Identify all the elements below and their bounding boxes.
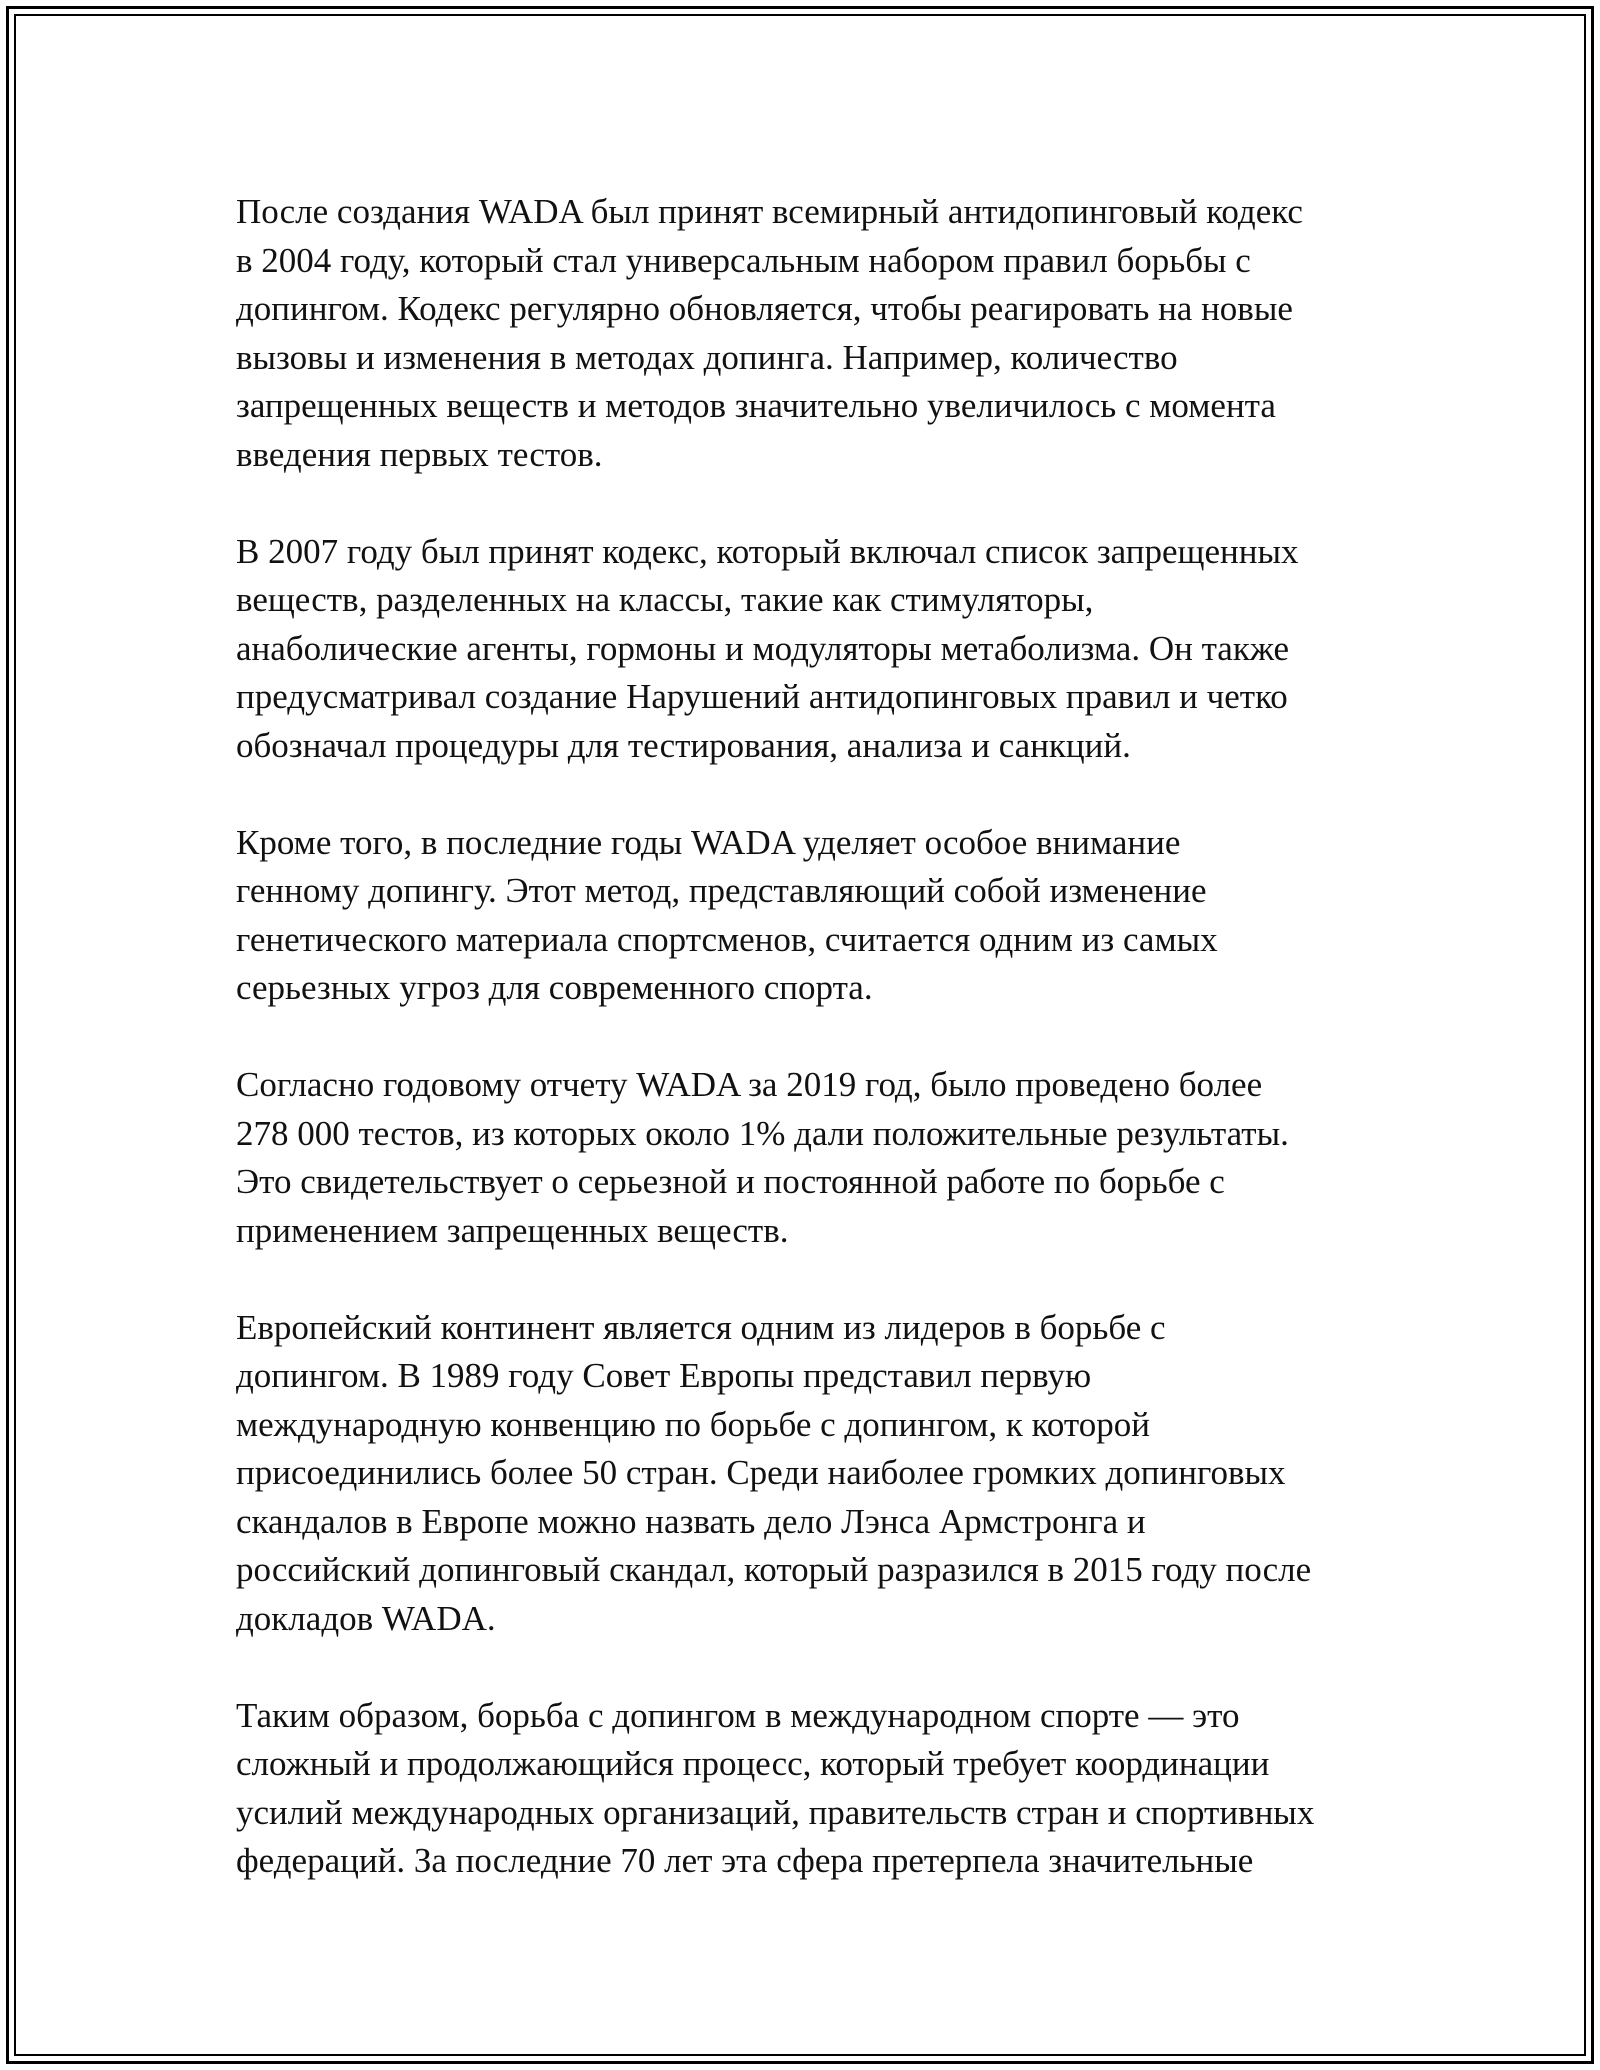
paragraph-wada-code	[236, 188, 1386, 479]
text-line: Таким образом, борьба с допингом в международном спорте — это	[236, 1695, 1240, 1735]
text-line: анаболические агенты, гормоны и модуляторы метаболизма. Он также	[236, 628, 1290, 668]
text-line: присоединились более 50 стран. Среди наиболее громких допинговых	[236, 1453, 1286, 1492]
text-line: федераций. За последние 70 лет эта сфера претерпела значительные	[236, 1841, 1254, 1880]
text-line: введения первых тестов.	[236, 434, 603, 474]
text-line: В 2007 году был принят кодекс, который включал список запрещенных	[236, 531, 1299, 571]
text-line: докладов WADA.	[236, 1598, 496, 1638]
text-line: допингом. Кодекс регулярно обновляется, чтобы реагировать на новые	[236, 289, 1293, 328]
text-line: Кроме того, в последние годы WADA уделяет особое внимание	[236, 822, 1181, 862]
text-line: предусматривал создание Нарушений антидопинговых правил и четко	[236, 677, 1288, 716]
text-line: допингом. В 1989 году Совет Европы представил первую	[236, 1356, 1092, 1395]
text-line: Это свидетельствует о серьезной и постоянной работе по борьбе с	[236, 1162, 1225, 1201]
paragraph-2019-report	[236, 1061, 1386, 1255]
paragraph-2007-code	[236, 528, 1386, 771]
text-line: в 2004 году, который стал универсальным набором правил борьбы с	[236, 240, 1251, 280]
text-line: международную конвенцию по борьбе с допингом, к которой	[236, 1404, 1150, 1444]
text-line: генетического материала спортсменов, считается одним из самых	[236, 919, 1218, 959]
document-body	[236, 188, 1386, 1934]
text-line: генному допингу. Этот метод, представляющий собой изменение	[236, 871, 1207, 910]
text-line: вызовы и изменения в методах допинга. Например, количество	[236, 337, 1178, 377]
text-line: После создания WADA был принят всемирный антидопинговый кодекс	[236, 192, 1303, 231]
text-line: Согласно годовому отчету WADA за 2019 год, было проведено более	[236, 1065, 1263, 1104]
text-line: серьезных угроз для современного спорта.	[236, 968, 873, 1007]
paragraph-europe	[236, 1304, 1386, 1644]
text-line: 278 000 тестов, из которых около 1% дали положительные результаты.	[236, 1113, 1289, 1153]
text-line: российский допинговый скандал, который разразился в 2015 году после	[236, 1550, 1312, 1589]
text-line: скандалов в Европе можно назвать дело Лэнса Армстронга и	[236, 1501, 1146, 1541]
text-line: запрещенных веществ и методов значительно увеличилось с момента	[236, 386, 1276, 425]
paragraph-conclusion	[236, 1692, 1386, 1886]
text-line: усилий международных организаций, правительств стран и спортивных	[236, 1792, 1315, 1832]
text-line: обозначал процедуры для тестирования, анализа и санкций.	[236, 725, 1131, 765]
text-line: сложный и продолжающийся процесс, который требует координации	[236, 1744, 1270, 1783]
text-line: применением запрещенных веществ.	[236, 1210, 789, 1250]
paragraph-gene-doping	[236, 819, 1386, 1013]
text-line: Европейский континент является одним из лидеров в борьбе с	[236, 1307, 1166, 1347]
text-line: веществ, разделенных на классы, такие как стимуляторы,	[236, 580, 1094, 619]
